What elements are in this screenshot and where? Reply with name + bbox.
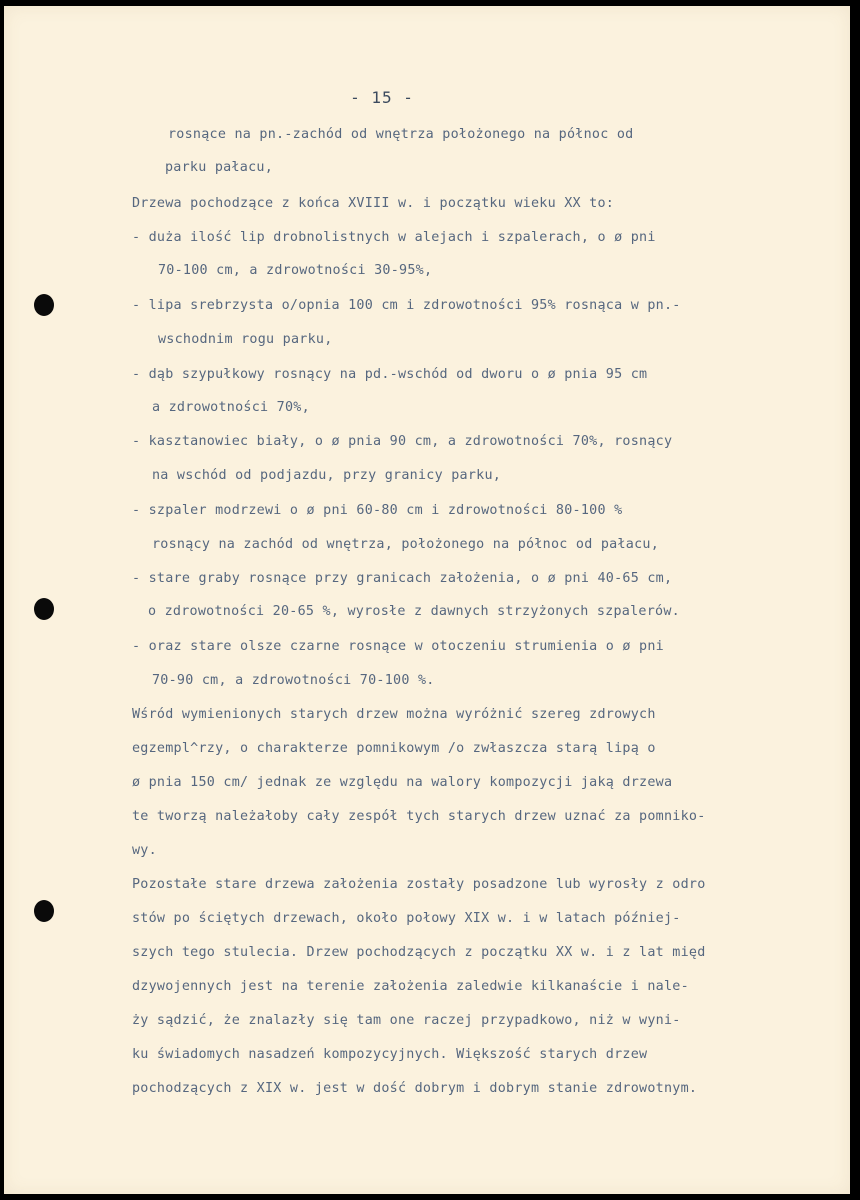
text-line: ku świadomych nasadzeń kompozycyjnych. Większość starych drzew xyxy=(132,1047,648,1062)
text-line: stów po ściętych drzewach, około połowy XIX w. i w latach później- xyxy=(132,911,681,926)
text-line: te tworzą należałoby cały zespół tych starych drzew uznać za pomniko- xyxy=(132,809,706,824)
binder-hole-middle xyxy=(34,598,54,620)
text-line: - szpaler modrzewi o ø pni 60-80 cm i zdrowotności 80-100 % xyxy=(132,503,623,518)
text-line: ży sądzić, że znalazły się tam one raczej przypadkowo, niż w wyni- xyxy=(132,1013,681,1028)
text-line: pochodzących z XIX w. jest w dość dobrym i dobrym stanie zdrowotnym. xyxy=(132,1081,698,1096)
text-line: Drzewa pochodzące z końca XVIII w. i początku wieku XX to: xyxy=(132,196,615,211)
text-line: egzempl^rzy, o charakterze pomnikowym /o zwłaszcza starą lipą o xyxy=(132,741,656,756)
text-line: rosnące na pn.-zachód od wnętrza położonego na północ od xyxy=(168,127,634,142)
text-line: 70-100 cm, a zdrowotności 30-95%, xyxy=(158,263,433,278)
text-line: - duża ilość lip drobnolistnych w alejach i szpalerach, o ø pni xyxy=(132,230,656,245)
binder-hole-bottom xyxy=(34,900,54,922)
text-line: na wschód od podjazdu, przy granicy parku, xyxy=(152,468,502,483)
text-line: dzywojennych jest na terenie założenia zaledwie kilkanaście i nale- xyxy=(132,979,689,994)
text-line: - stare graby rosnące przy granicach założenia, o ø pni 40-65 cm, xyxy=(132,571,673,586)
text-line: - lipa srebrzysta o/opnia 100 cm i zdrowotności 95% rosnąca w pn.- xyxy=(132,298,681,313)
text-line: a zdrowotności 70%, xyxy=(152,400,310,415)
text-line: wschodnim rogu parku, xyxy=(158,332,333,347)
text-line: - dąb szypułkowy rosnący na pd.-wschód od dworu o ø pnia 95 cm xyxy=(132,367,648,382)
binder-hole-top xyxy=(34,294,54,316)
text-line: o zdrowotności 20-65 %, wyrosłe z dawnych strzyżonych szpalerów. xyxy=(148,604,680,619)
text-line: Wśród wymienionych starych drzew można wyróżnić szereg zdrowych xyxy=(132,707,656,722)
text-line: 70-90 cm, a zdrowotności 70-100 %. xyxy=(152,673,435,688)
text-line: parku pałacu, xyxy=(165,160,274,175)
text-line: wy. xyxy=(132,843,157,858)
text-line: rosnący na zachód od wnętrza, położonego na północ od pałacu, xyxy=(152,537,660,552)
text-line: - kasztanowiec biały, o ø pnia 90 cm, a zdrowotności 70%, rosnący xyxy=(132,434,673,449)
page-number: - 15 - xyxy=(350,88,414,107)
text-line: Pozostałe stare drzewa założenia zostały posadzone lub wyrosły z odro xyxy=(132,877,706,892)
text-line: szych tego stulecia. Drzew pochodzących z początku XX w. i z lat międ xyxy=(132,945,706,960)
text-line: ø pnia 150 cm/ jednak ze względu na walory kompozycji jaką drzewa xyxy=(132,775,673,790)
text-line: - oraz stare olsze czarne rosnące w otoczeniu strumienia o ø pni xyxy=(132,639,664,654)
